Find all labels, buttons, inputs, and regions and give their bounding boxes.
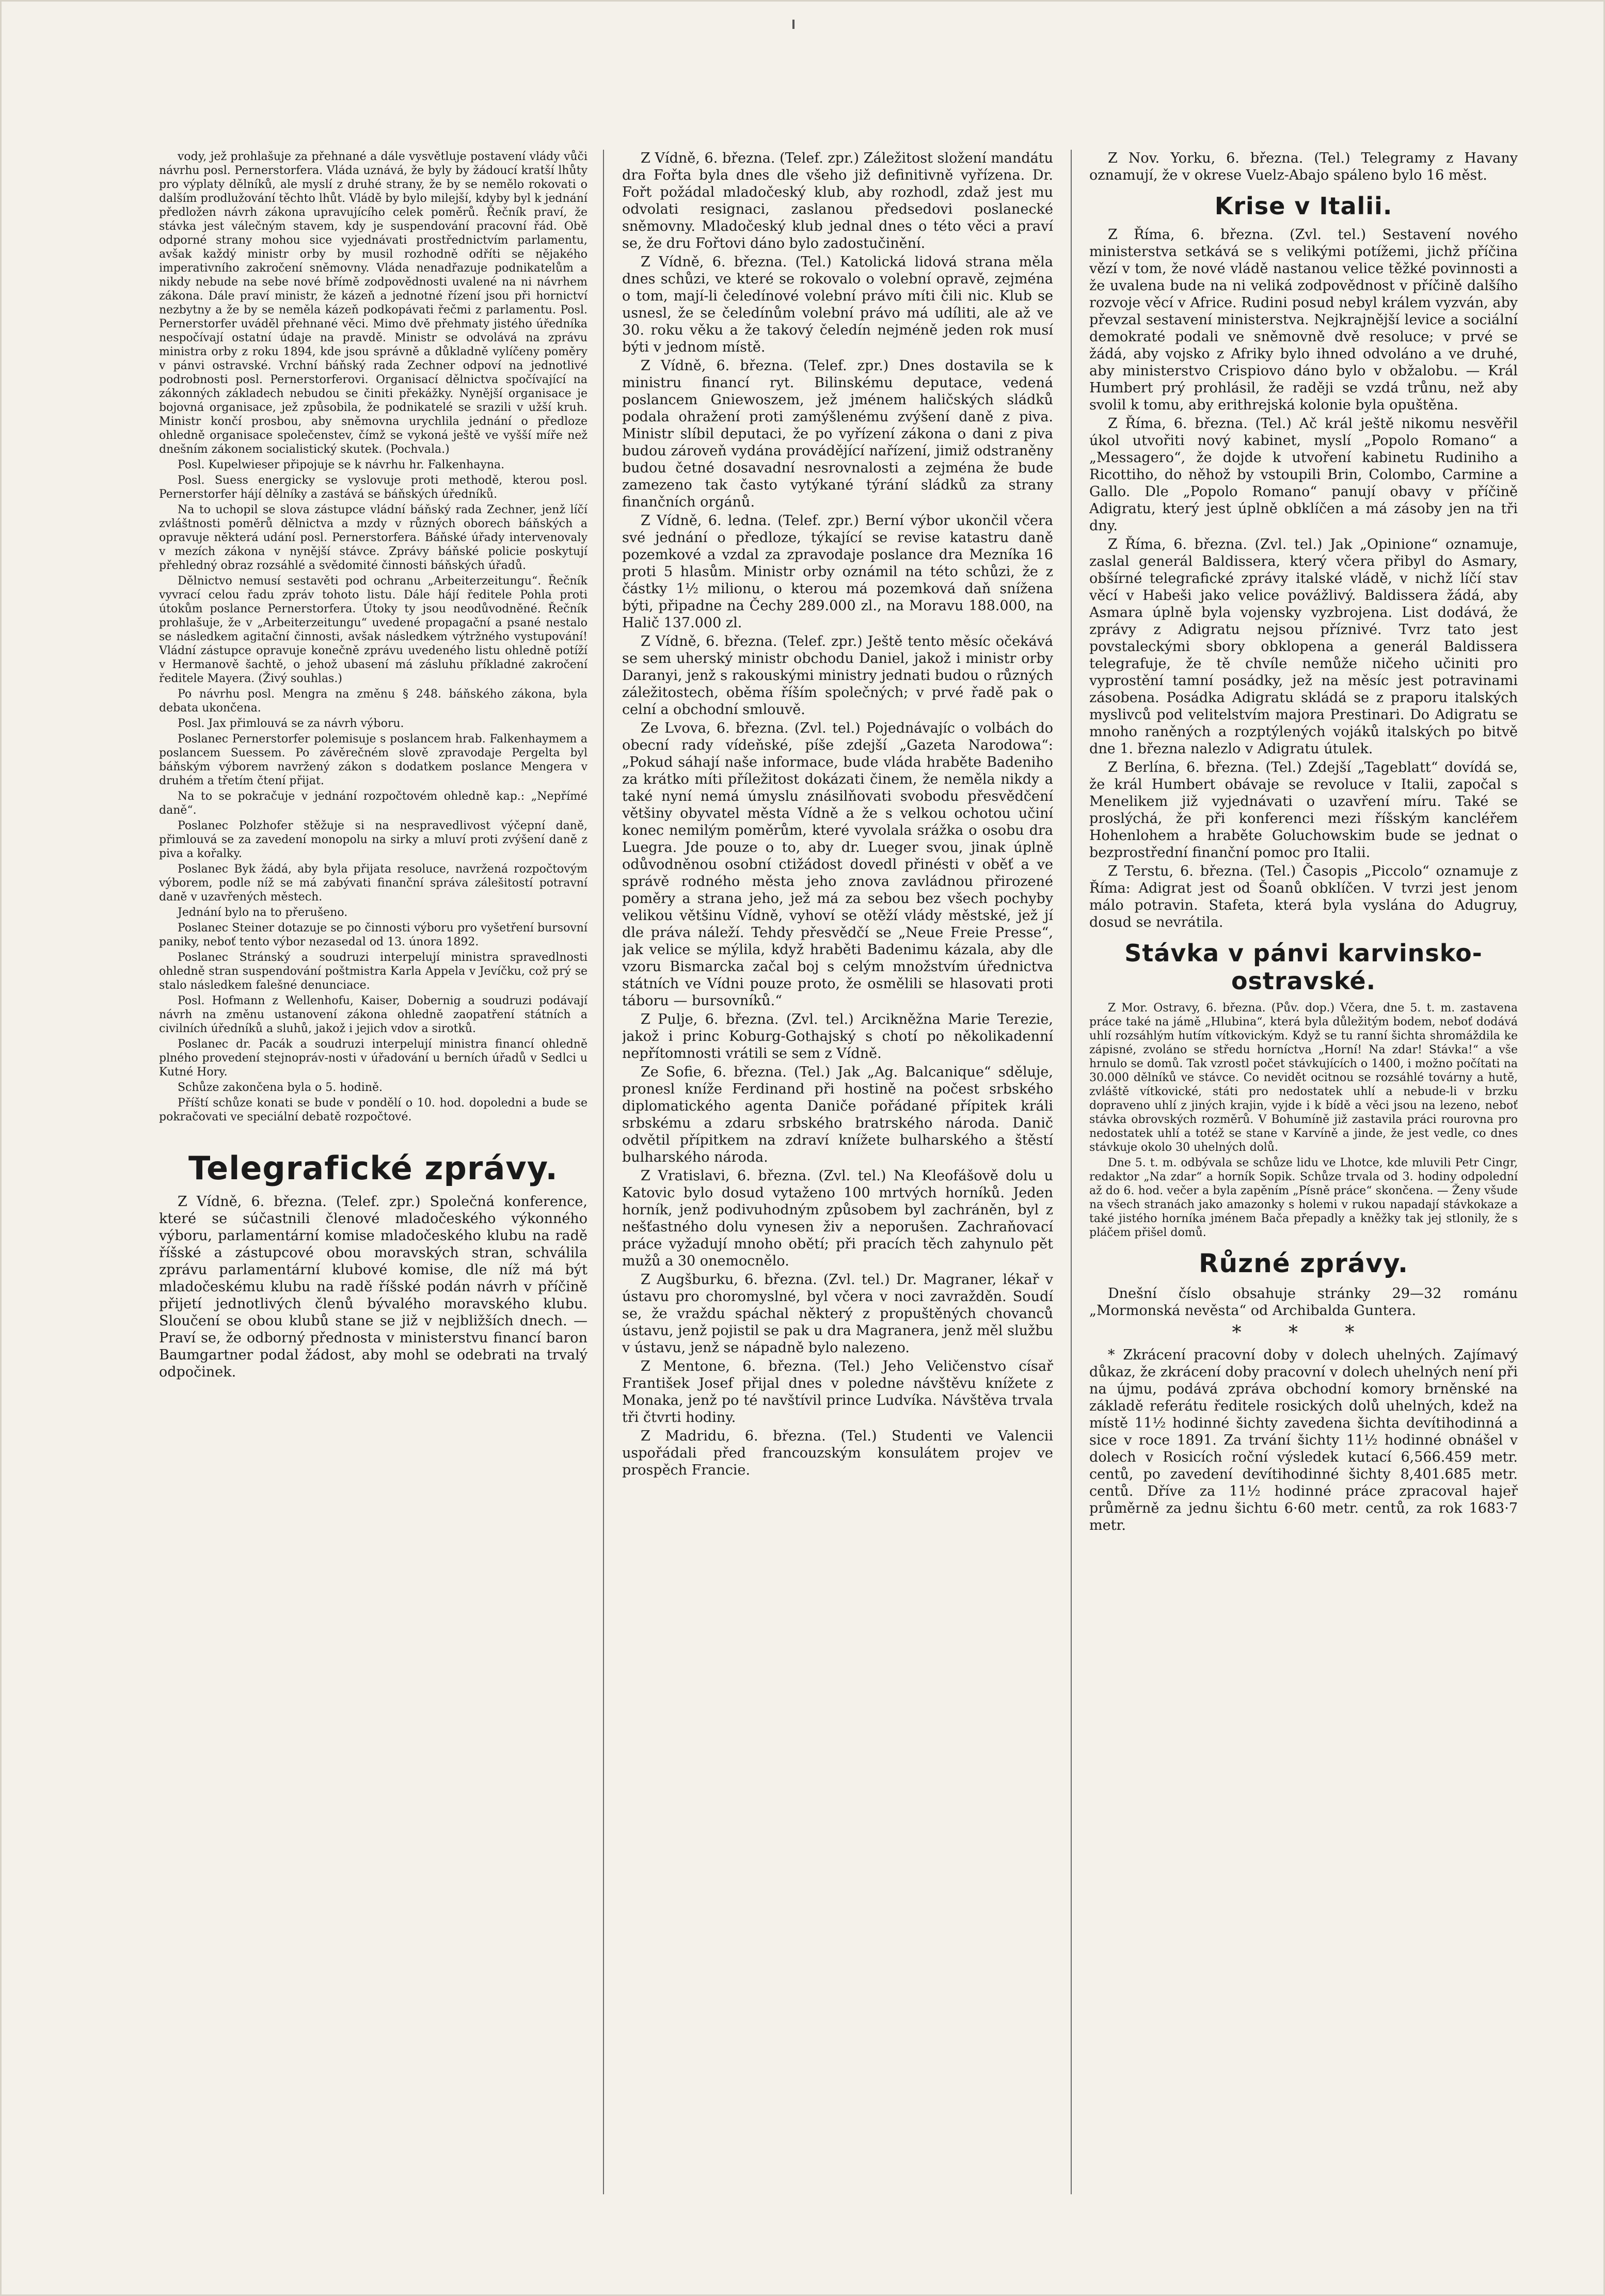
stavka-item: Z Mor. Ostravy, 6. března. (Pův. dop.) Včera, dne 5. t. m. zastavena práce také na jámě „Hlubina“, která byla důležitým bodem, neboť dodává uhlí rozsáhlým hutím vítkovickým. Když se tu ranní šichta shromáždila ke zápisné, zvoláno se středu horníctva „Horní! Na zdar! Stávka!“ a vše hrnulo se domů. Tak vzrostl počet stávkujících o 1400, i možno počítati na 30.000 dělníků ve stávce. Co nevidět ocitnou se rozsáhlé továrny a hutě, zvláště vítkovické, státi pro nedostatek uhlí a nebude-li v brzku dopraveno uhlí z jiných krajin, vyjde i k bídě a věci jsou na lezeno, neboť stávka obrovských rozměrů. V Bohumíně již zastavila práci rourovna pro nedostatek uhlí a totéž se stane v Karvíně a jinde, že jest vedle, co dnes stávkuje okolo 30 uhelných dolů. [1089,1002,1518,1154]
parliament-report-p15: Posl. Hofmann z Wellenhofu, Kaiser, Dobernig a soudruzi podávají návrh na změnu ustanovení zákona ohledně zaopatření státních a civilních úředníků a sluhů, jakož i jejich vdov a sirotků. [159,994,587,1035]
parliament-report-p2: Posl. Kupelwieser připojuje se k návrhu hr. Falkenhayna. [178,458,505,471]
section-divider-stars: * * * [1232,1322,1375,1343]
parliament-report-p16: Poslanec dr. Pacák a soudruzi interpelují ministra financí ohledně plného provedení stejnopráv-nosti v úřadování u berních úřadů v Sedlci u Kutné Hory. [159,1038,587,1079]
telegram-item: Z Vídně, 6. března. (Telef. zpr.) Záležitost složení mandátu dra Fořta byla dnes dle všeho již definitivně vyřízena. Dr. Fořt požádal mladočeský klub, aby rozhodl, zdaž jest mu odvolati resignaci, zaslanou předsedovi poslanecké sněmovny. Mladočeský klub jednal dnes o této věci a praví se, že dru Fořtovi dáno bylo zadostučinění. [622,150,1053,251]
ruzne-item: Dnešní číslo obsahuje stránky 29—32 románu „Mormonská nevěsta“ od Archibalda Guntera. [1089,1286,1518,1319]
column-1 [159,150,587,2246]
parliament-report-p5: Dělnictvo nemusí sestavěti pod ochranu „Arbeiterzeitungu“. Řečník vyvrací celou řadu zpráv tohoto listu. Dále hájí ředitele Pohla proti útokům poslance Pernerstorfera. Útoky ty jsou neodůvodněné. Řečník prohlašuje, že v „Arbeiterzeitungu“ uvedené propagační a psané nestalo se následkem agitační činnosti, avšak následkem výtržného vystupování! Vládní zástupce opravuje konečně zprávu uvedeného listu ohledně potíží v Hermanově šachtě, o jehož ubasení má zásluhu příkladné zakročení ředitele Mayera. (Živý souhlas.) [159,575,587,685]
column-rule-2 [1071,150,1072,2194]
stavka-heading: Stávka v pánvi karvinsko-ostravské. [1124,939,1483,995]
telegram-item: Z Vídně, 6. března. (Telef. zpr.) Dnes dostavila se k ministru financí ryt. Bilinskému deputace, vedená poslancem Gniewoszem, jež jménem haličských sládků podala ohražení proti zamýšlenému zvýšení daně z piva. Ministr slíbil deputaci, že po vyřízení zákona o dani z piva budou zároveň vydána provádějící nařízení, jimiž odstraněny budou četné dosavadní nesrovnalosti a zejména že bude zamezeno tak často vytýkané týrání sládků za strany finančních orgánů. [622,358,1053,510]
telegram-item: Z Vídně, 6. března. (Telef. zpr.) Ještě tento měsíc očekává se sem uherský ministr obchodu Daniel, jakož i ministr orby Daranyi, jenž s rakouskými ministry jednati budou o různých záležitostech, oběma říším společných; v prvé řadě pak o celní a obchodní smlouvě. [622,634,1053,718]
parliament-report-p12: Jednání bylo na to přerušeno. [178,906,348,919]
parliament-report-p18: Příští schůze konati se bude v pondělí o 10. hod. dopoledni a bude se pokračovati ve speciální debatě rozpočtové. [159,1097,587,1123]
parliament-report-p1: vody, jež prohlašuje za přehnané a dále vysvětluje postavení vlády vůči návrhu posl. Pernerstorfera. Vláda uznává, že byly by žádoucí kratší lhůty pro výplaty dělníků, ale myslí z druhé strany, že by se nemělo rokovati o dalším prodlužování těchto lhůt. Vládě by bylo milejší, kdyby byl k jednání předložen návrh zákona upravujícího celek poměrů. Řečník praví, že stávka jest válečným stavem, kdy je suspendování pracovní řád. Obě odporné strany mohou sice vyjednávati prostřednictvím parlamentu, avšak každý ministr orby by musil rozhodně odříti se nějakého imperativního zakročení sněmovny. Vláda nenadřazuje podnikatelům a nikdy nebude na sebe nové břímě zodpovědnosti uvalené na ni návrhem zákona. Dále praví ministr, že kázeň a jednotné řízení jsou při hornictví nezbytny a že by se neměla kázeň podkopávati řečmi z parlamentu. Posl. Pernerstorfer uváděl přehnané věci. Mimo dvě přehmaty jistého úředníka nespočívají ostatní údaje na pravdě. Ministr se odvolává na zprávu ministra orby z roku 1894, kde jsou správně a důkladně vylíčeny poměry v pánvi ostravské. Vrchní báňský rada Zechner odpoví na jednotlivé podrobnosti posl. Pernerstorferovi. Organisací dělnictva spočívající na zákonných základech nebudou se činiti překážky. Nynější organisace je bojovná organisace, jež způsobila, že podnikatelé se srazili v užší kruh. Ministr končí prosbou, aby sněmovna urychlila jednání o předloze ohledně organisace společenstev, čímž se vykoná ještě ve vyšší míře než dnešním zákonem socialistický skutek. (Pochvala.) [159,150,587,456]
parliament-report-p10: Poslanec Polzhofer stěžuje si na nespravedlivost výčepní daně, přimlouvá se za zavedení monopolu na sirky a mluví proti zvýšení daně z piva a kořalky. [159,819,587,860]
krise-heading: Krise v Italii. [1214,192,1393,220]
column-3 [1089,150,1518,2246]
telegrams-heading: Telegrafické zprávy. [188,1149,558,1187]
ruzne-heading: Různé zprávy. [1199,1248,1408,1278]
parliament-report-p6: Po návrhu posl. Mengra na změnu § 248. báňského zákona, byla debata ukončena. [159,688,587,715]
krise-item: Z Říma, 6. března. (Tel.) Ač král ještě nikomu nesvěřil úkol utvořiti nový kabinet, myslí „Popolo Romano“ a „Messagero“, že dojde k utvoření kabinetu Rudiniho a Ricottiho, do něhož by vstoupili Brin, Colombo, Carmine a Gallo. Dle „Popolo Romano“ panují obavy v příčině Adigratu, který jest úplně obklíčen a má zásoby jen na tři dny. [1089,416,1518,534]
parliament-report-p14: Poslanec Stránský a soudruzi interpelují ministra spravedlnosti ohledně stran suspendování poštmistra Karla Appela v Jevíčku, což prý se stalo následkem falešné denunciace. [159,951,587,992]
telegram-item: Ze Sofie, 6. března. (Tel.) Jak „Ag. Balcanique“ sděluje, pronesl kníže Ferdinand při hostině na počest srbského diplomatického agenta Daniče pořádané přípitek králi srbskému a zdaru srbského bratrského národa. Danič odvětil přípitkem na zdraví knížete bulharského a štěstí bulharského národa. [622,1064,1053,1165]
parliament-report-p8: Poslanec Pernerstorfer polemisuje s poslancem hrab. Falkenhaymem a poslancem Suessem. Po závěrečném slově zpravodaje Pergelta byl báňským výborem navržený zákon s dodatkem poslance Mengera v druhém a třetím čtení přijat. [159,733,587,787]
column-rule-1 [603,150,604,2194]
telegram-item: Z Mentone, 6. března. (Tel.) Jeho Veličenstvo císař František Josef přijal dnes v poledne návštěvu knížete z Monaka, jenž po té navštívil prince Ludvíka. Návštěva trvala tři čtvrti hodiny. [622,1358,1053,1426]
scan-mark [792,20,794,29]
krise-item: Z Berlína, 6. března. (Tel.) Zdejší „Tageblatt“ dovídá se, že král Humbert obávaje se revoluce v Italii, započal s Menelikem již vyjednávati o uzavření míru. Také se proslýchá, že při konferenci mezi říšským kancléřem Hohenlohem a hraběte Goluchowskim bude se jednat o bezprostřední finanční pomoc pro Italii. [1089,759,1518,861]
parliament-report-p17: Schůze zakončena byla o 5. hodině. [178,1081,383,1094]
telegram-item: Z Vratislavi, 6. března. (Zvl. tel.) Na Kleofášově dolu u Katovic bylo dosud vytaženo 100 mrtvých horníků. Jeden horník, jenž podivuhodným způsobem byl zachráněn, byl z nešťastného dolu vynesen živ a neporušen. Zachraňovací práce vyžadují mnoho obětí; při pracích těch zahynulo pět mužů a 30 onemocnělo. [622,1168,1053,1269]
telegram-item: Z Augšburku, 6. března. (Zvl. tel.) Dr. Magraner, lékař v ústavu pro choromyslné, byl včera v noci zavražděn. Soudí se, že vraždu spáchal některý z propuštěných chovanců ústavu, jenž pojistil se pak u dra Magranera, jenž měl službu v ústavu, jenž se nápadně bylo nalezeno. [622,1272,1053,1356]
krise-item: Z Terstu, 6. března. (Tel.) Časopis „Piccolo“ oznamuje z Říma: Adigrat jest od Šoanů obklíčen. V tvrzi jest jenom málo potravin. Stafeta, která byla vyslána do Adugruy, dosud se nevrátila. [1089,863,1518,930]
telegram-item: Ze Lvova, 6. března. (Zvl. tel.) Pojednávajíc o volbách do obecní rady vídeňské, píše zdejší „Gazeta Narodowa“: „Pokud sáhají naše informace, bude vláda hraběte Badeniho za krátko míti příležitost dokázati činem, že neměla nikdy a také nyní nemá úmyslu znásilňovati svobodu přesvědčení většiny obyvatel města Vídně a že s velkou ochotou učiní konec nemilým poměrům, které vyvolala srážka o osobu dra Luegra. Jde pouze o to, aby dr. Lueger svou, jinak úplně odůvodněnou osobní ctižádost dovedl přinésti v oběť a ve správě rodného města jeho znova zavládnou přirozené poměry a strana jeho, jež má za sebou bez všech pochyby velikou většinu Vídně, vyhoví se otěží vlády městské, jež jí dle práva náleží. Tehdy přesvědčí se „Neue Freie Presse“, jak velice se mýlila, když hraběti Badenimu kázala, aby dle vzoru Bismarcka začal boj s celým množstvím úřednictva státních ve Vídni pouze proto, že osmělili se hlasovati proti táboru — bursovníků.“ [622,720,1053,1009]
parliament-report-p13: Poslanec Steiner dotazuje se po činnosti výboru pro vyšetření bursovní paniky, neboť tento výbor nezasedal od 13. února 1892. [159,922,587,948]
telegram-item: Z Pulje, 6. března. (Zvl. tel.) Arcikněžna Marie Terezie, jakož i princ Koburg-Gothajský s chotí po několikadenní nepřítomnosti vrátili se sem z Vídně. [622,1011,1053,1062]
parliament-report-p9: Na to se pokračuje v jednání rozpočtovém ohledně kap.: „Nepřímé daně“. [159,790,587,817]
krise-item: Z Říma, 6. března. (Zvl. tel.) Sestavení nového ministerstva setkává se s velikými potížemi, jichž příčina vězí v tom, že nové vládě nastanou velice těžké povinnosti a že uvalena bude na ni veliká zodpovědnost v příčině dalšího rozvoje věcí v Africe. Rudini posud nebyl králem vyzván, aby převzal sestavení ministerstva. Nejkrajnější levice a sociální demokraté podali ve sněmovně dvě resoluce; v prvé se žádá, aby vojsko z Afriky bylo ihned odvoláno a ve druhé, aby ministerstvo Crispiovo dáno bylo v obžalobu. — Král Humbert prý prohlásil, že raději se vzdá trůnu, než aby svolil k tomu, aby erithrejská kolonie byla opuštěna. [1089,227,1518,413]
parliament-report-p4: Na to uchopil se slova zástupce vládní báňský rada Zechner, jenž líčí zvláštnosti poměrů dělnictva a mzdy v různých oborech báňských a opravuje některá udání posl. Pernerstorfera. Báňské úřady intervenovaly v mezích zákona v nynější stávce. Zprávy báňské policie poskytují přehledný obraz rozsáhlé a svědomité činnosti báňských úřadů. [159,503,587,572]
telegram-vienna-conference: Z Vídně, 6. března. (Telef. zpr.) Společná konference, které se súčastnili členové mladočeského výkonného výboru, parlamentární komise mladočeského klubu na radě říšské a zástupcové obou moravských stran, schválila zprávu parlamentární klubové komise, dle níž má být mladočeskému klubu na radě říšské podán návrh v příčině přijetí jednotlivých členů bývalého moravského klubu. Sloučení se obou klubů stane se již v nejbližších dnech. — Praví se, že odborný přednosta v ministerstvu financí baron Baumgartner podal žádost, aby mohl se odebrati na trvalý odpočinek. [159,1194,587,1380]
telegram-new-york: Z Nov. Yorku, 6. března. (Tel.) Telegramy z Havany oznamují, že v okrese Vuelz-Abajo spáleno bylo 16 měst. [1089,150,1518,183]
stavka-item: Dne 5. t. m. odbývala se schůze lidu ve Lhotce, kde mluvili Petr Cingr, redaktor „Na zdar“ a horník Sopik. Schůze trvala od 3. hodiny odpolední až do 6. hod. večer a byla zapěním „Písně práce“ skončena. — Ženy všude na všech stranách jako amazonky s holemi v rukou napadají stávkokaze a také jistého horníka jménem Bača přepadly a kněžky tak jej stlonily, že s pláčem přišel domů. [1089,1157,1518,1239]
krise-item: Z Říma, 6. března. (Zvl. tel.) Jak „Opinione“ oznamuje, zaslal generál Baldissera, který včera přibyl do Asmary, obšírné telegrafické zprávy italské vládě, v nichž líčí stav věcí v Habeši jako velice povážlivý. Baldissera žádá, aby Asmara úplně byla vojensky vyzbrojena. List dodává, že zprávy z Adigratu nejsou příznivé. Tvrz tato jest povstaleckými sbory obklopena a generál Baldissera telegrafuje, že tě chvíle nemůže ničeho učiniti pro vyprostění tamní posádky, jež na měsíc jest potravinami zásobena. Posádka Adigratu skládá se z praporu italských myslivců pod velitelstvím majora Prestinari. Do Adigratu se mnoho raněných a rozptýlených vojáků italských po bitvě dne 1. března nalezlo v Adigratu útulek. [1089,536,1518,757]
telegram-item: Z Vídně, 6. března. (Tel.) Katolická lidová strana měla dnes schůzi, ve které se rokovalo o volební opravě, zejména o tom, mají-li čeledínové volební právo míti čili nic. Klub se usnesl, že se čeledínům volební právo má udíliti, ale až ve 30. roku věku a že takový čeledín nejméně jeden rok musí býti v jednom místě. [622,254,1053,355]
column-2 [622,150,1053,2246]
telegram-item: Z Vídně, 6. ledna. (Telef. zpr.) Berní výbor ukončil včera své jednání o předloze, týkající se revise katastru daně pozemkové a vzdal za zpravodaje poslance dra Mezníka 16 proti 5 hlasům. Ministr orby oznámil na této schůzi, že z částky 1½ milionu, o kterou má pozemková daň snížena býti, připadne na Čechy 289.000 zl., na Moravu 188.000, na Halič 137.000 zl. [622,513,1053,631]
ruzne-item-mining-hours: * Zkrácení pracovní doby v dolech uhelných. Zajímavý důkaz, že zkrácení doby pracovní v dolech uhelných není při na újmu, podává zpráva obchodní komory brněnské na základě referátu ředitele rosických dolů uhelných, kdež na místě 11½ hodinné šichty zavedena šichta devítihodinná a sice v roce 1891. Za trvání šichty 11½ hodinné obnášel v dolech v Rosicích roční výsledek kutací 6,566.459 metr. centů, po zavedení devítihodinné šichty 8,401.685 metr. centů. Dříve za 11½ hodinné práce zpracoval hajeř průměrně za jednu šichtu 6·60 metr. centů, za rok 1683·7 metr. [1089,1347,1518,1533]
parliament-report-p3: Posl. Suess energicky se vyslovuje proti methodě, kterou posl. Pernerstorfer hájí dělníky a zastává se báňských úředníků. [159,474,587,501]
telegram-item: Z Madridu, 6. března. (Tel.) Studenti ve Valencii uspořádali před francouzským konsulátem projev ve prospěch Francie. [622,1428,1053,1478]
parliament-report-p11: Poslanec Byk žádá, aby byla přijata resoluce, navržená rozpočtovým výborem, podle níž se má zabývati finanční správa zálešitostí potravní daně v uzavřených městech. [159,863,587,904]
parliament-report-p7: Posl. Jax přimlouvá se za návrh výboru. [178,717,404,730]
